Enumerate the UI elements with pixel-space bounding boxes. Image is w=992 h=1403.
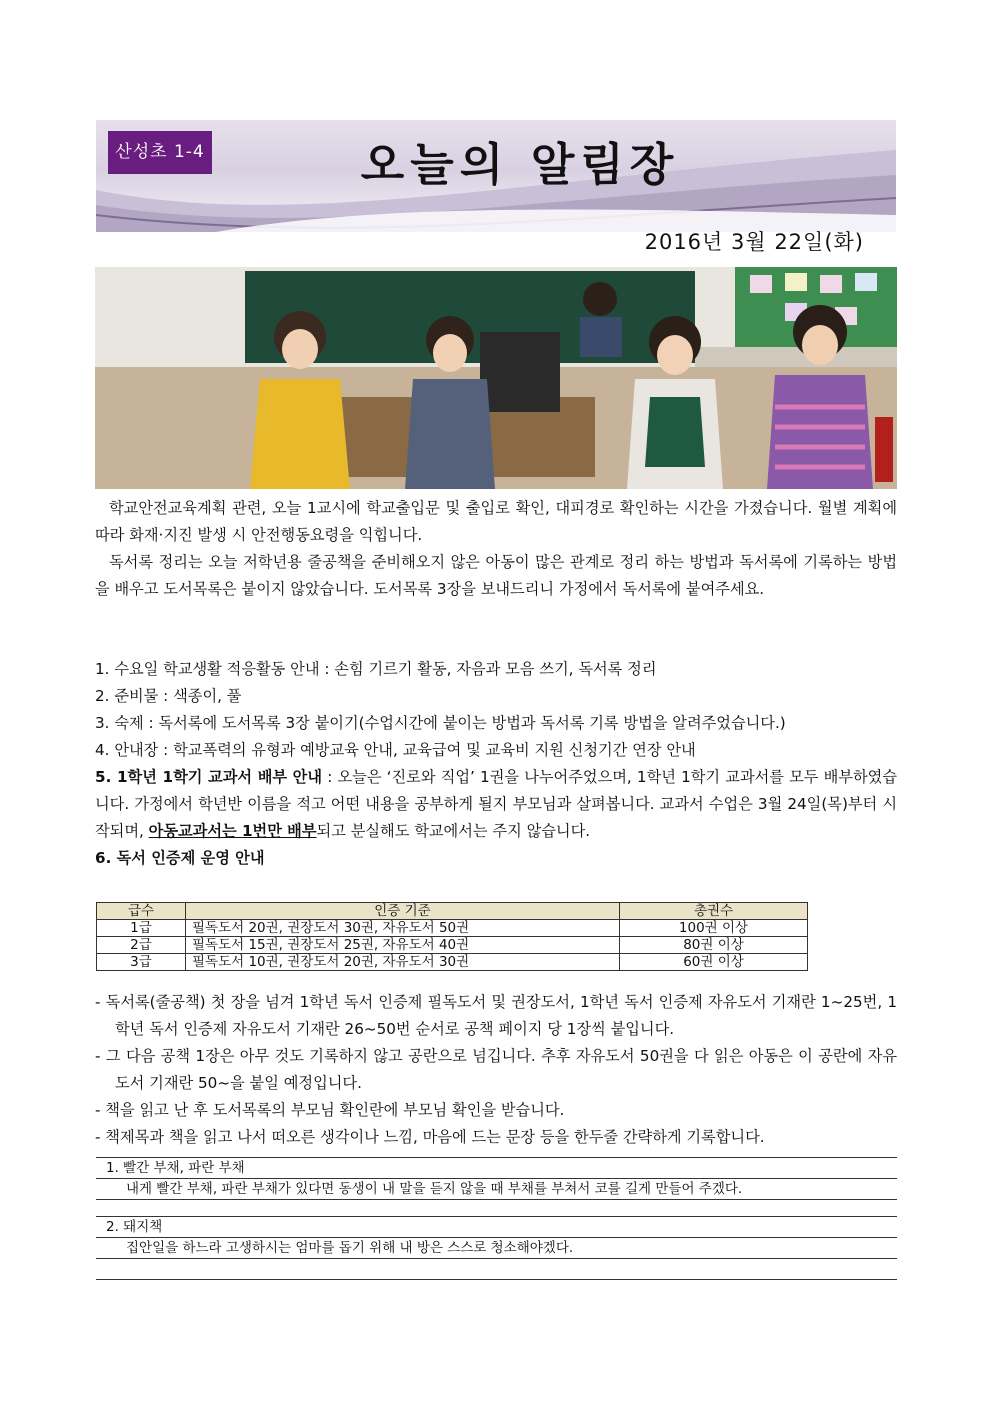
- example-box-1: [96, 1157, 897, 1200]
- cell-grade: 3급: [97, 954, 186, 971]
- item-4: 4. 안내장 : 학교폭력의 유형과 예방교육 안내, 교육급여 및 교육비 지원 신청기간 연장 안내: [95, 741, 696, 759]
- instruction-item: - 책제목과 책을 읽고 나서 떠오른 생각이나 느낌, 마음에 드는 문장 등을 한두줄 간략하게 기록합니다.: [95, 1128, 765, 1146]
- notice-date: 2016년 3월 22일(화): [644, 230, 864, 254]
- table-row: [97, 937, 808, 954]
- item-5-heading: 5. 1학년 1학기 교과서 배부 안내: [95, 768, 323, 786]
- item-5: [95, 764, 897, 845]
- intro-paragraph: 학교안전교육계획 관련, 오늘 1교시에 학교출입문 및 출입로 확인, 대피경로 확인하는 시간을 가졌습니다. 월별 계획에 따라 화재·지진 발생 시 안전행동요령을 익힙니다.: [95, 499, 897, 544]
- instruction-item: - 독서록(줄공책) 첫 장을 넘겨 1학년 독서 인증제 필독도서 및 권장도서, 1학년 독서 인증제 자유도서 기재란 1~25번, 1학년 독서 인증제 자유도서 기재란 26~50번 순서로 공책 페이지 당 1장씩 붙입니다.: [95, 993, 897, 1038]
- cell-total: 100권 이상: [620, 920, 808, 937]
- example-title: 1. 빨간 부채, 파란 부채: [96, 1157, 897, 1179]
- example-body: 내게 빨간 부채, 파란 부채가 있다면 동생이 내 말을 듣지 않을 때 부채를 부쳐서 코를 길게 만들어 주겠다.: [96, 1179, 897, 1200]
- notice-items: [95, 656, 897, 872]
- item-2: 2. 준비물 : 색종이, 풀: [95, 687, 242, 705]
- example-box-2: [96, 1216, 897, 1280]
- table-row: [97, 920, 808, 937]
- instruction-item: - 그 다음 공책 1장은 아무 것도 기록하지 않고 공란으로 넘깁니다. 추후 자유도서 50권을 다 읽은 아동은 이 공란에 자유도서 기재란 50~을 붙일 예정입니다.: [95, 1047, 897, 1092]
- intro-text: [95, 495, 897, 603]
- item-6: 6. 독서 인증제 운영 안내: [95, 849, 265, 867]
- page-title: 오늘의 알림장: [360, 138, 680, 191]
- cell-grade: 2급: [97, 937, 186, 954]
- header-grade: 급수: [97, 903, 186, 920]
- example-title: 2. 돼지책: [96, 1216, 897, 1238]
- cell-criteria: 필독도서 10권, 권장도서 20권, 자유도서 30권: [186, 954, 620, 971]
- cell-grade: 1급: [97, 920, 186, 937]
- instruction-item: - 책을 읽고 난 후 도서목록의 부모님 확인란에 부모님 확인을 받습니다.: [95, 1101, 565, 1119]
- header-total: 총권수: [620, 903, 808, 920]
- item-5-underlined: 아동교과서는 1번만 배부: [148, 822, 317, 840]
- reading-certification-table: [96, 902, 808, 971]
- example-blank-line: [96, 1259, 897, 1280]
- table-row: [97, 954, 808, 971]
- cell-total: 60권 이상: [620, 954, 808, 971]
- item-3: 3. 숙제 : 독서록에 도서목록 3장 붙이기(수업시간에 붙이는 방법과 독서록 기록 방법을 알려주었습니다.): [95, 714, 786, 732]
- example-body: 집안일을 하느라 고생하시는 엄마를 돕기 위해 내 방은 스스로 청소해야겠다.: [96, 1238, 897, 1259]
- cell-criteria: 필독도서 15권, 권장도서 25권, 자유도서 40권: [186, 937, 620, 954]
- item-1: 1. 수요일 학교생활 적응활동 안내 : 손힘 기르기 활동, 자음과 모음 쓰기, 독서록 정리: [95, 660, 657, 678]
- cell-total: 80권 이상: [620, 937, 808, 954]
- cell-criteria: 필독도서 20권, 권장도서 30권, 자유도서 50권: [186, 920, 620, 937]
- item-5-text-end: 되고 분실해도 학교에서는 주지 않습니다.: [316, 822, 591, 840]
- class-badge: 산성초 1-4: [108, 131, 212, 174]
- classroom-photo: [95, 267, 897, 489]
- reading-log-instructions: [95, 989, 897, 1151]
- header-criteria: 인증 기준: [186, 903, 620, 920]
- intro-paragraph: 독서록 정리는 오늘 저학년용 줄공책을 준비해오지 않은 아동이 많은 관계로 정리 하는 방법과 독서록에 기록하는 방법을 배우고 도서목록은 붙이지 않았습니다. 도서목록 3장을 보내드리니 가정에서 독서록에 붙여주세요.: [95, 553, 897, 598]
- table-header-row: [97, 903, 808, 920]
- item-5-text: : 오늘은 ‘진로와 직업’ 1권을 나누어주었으며, 1학년 1학기 교과서를 모두 배부하였습니다. 가정에서 학년반 이름을 적고 어떤 내용을 공부하게 될지 부모님과 살펴봅니다. 교과서 수업은 3월 24일(목)부터 시작되며,: [95, 768, 898, 840]
